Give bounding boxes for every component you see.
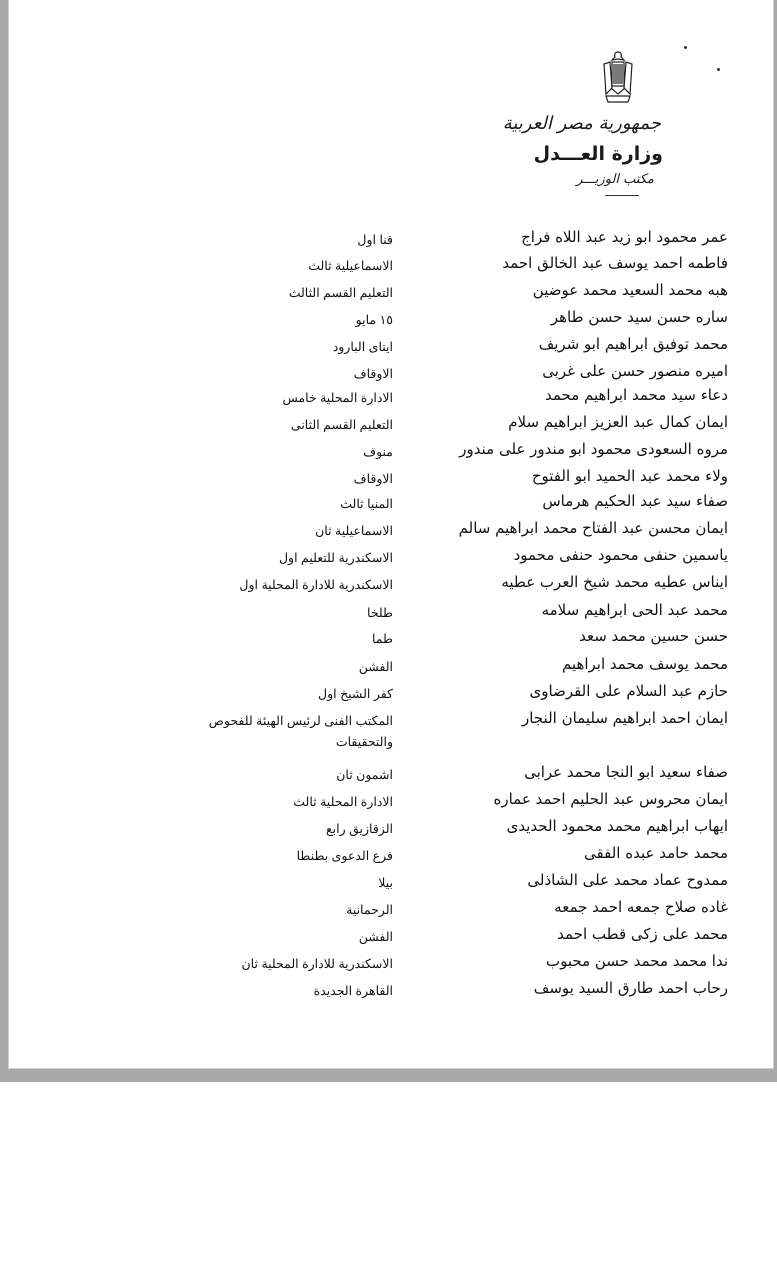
assigned-location: اشمون ثان: [336, 768, 393, 782]
assigned-location: الاسكندرية للادارة المحلية ثان: [241, 957, 393, 971]
person-name: ندا محمد محمد حسن محبوب: [546, 952, 728, 970]
person-name: مروه السعودى محمود ابو مندور على مندور: [459, 440, 728, 458]
person-name: ايناس عطيه محمد شيخ العرب عطيه: [501, 573, 728, 591]
list-row: [0, 492, 777, 516]
list-row: [0, 709, 777, 749]
assigned-location: الاسكندرية للادارة المحلية اول: [239, 578, 393, 592]
person-name: ممدوح عماد محمد على الشاذلى: [527, 871, 728, 889]
person-name: صفاء سعيد ابو النجا محمد عرابى: [524, 763, 728, 781]
assigned-location: الاوقاف: [353, 367, 393, 381]
list-row: [0, 254, 777, 278]
person-name: محمد عبد الحى ابراهيم سلامه: [541, 601, 728, 619]
assigned-location: القاهرة الجديدة: [313, 984, 393, 998]
person-name: محمد حامد عبده الفقى: [584, 844, 728, 862]
person-name: ايمان كمال عبد العزيز ابراهيم سلام: [508, 413, 728, 431]
assigned-location: الاسماعيلية ثان: [315, 524, 393, 538]
assigned-location: المنيا ثالث: [340, 497, 393, 511]
list-row: [0, 682, 777, 706]
list-row: [0, 601, 777, 625]
list-row: [0, 763, 777, 787]
list-row: [0, 519, 777, 543]
assigned-location: الزقازيق رابع: [325, 822, 393, 836]
person-name: ياسمين حنفى محمود حنفى محمود: [513, 546, 728, 564]
person-name: فاطمه احمد يوسف عبد الخالق احمد: [502, 254, 728, 272]
person-name: ساره حسن سيد حسن طاهر: [550, 308, 728, 326]
person-name: محمد يوسف محمد ابراهيم: [561, 655, 728, 673]
list-row: [0, 817, 777, 841]
assigned-location: الاوقاف: [353, 472, 393, 486]
person-name: غاده صلاح جمعه احمد جمعه: [554, 898, 728, 916]
person-name: حازم عبد السلام على القرضاوى: [529, 682, 728, 700]
assigned-location: طما: [372, 632, 393, 646]
person-name: ايمان محسن عبد الفتاح محمد ابراهيم سالم: [458, 519, 728, 537]
list-row: [0, 281, 777, 305]
list-row: [0, 546, 777, 570]
list-row: [0, 844, 777, 868]
list-row: [0, 979, 777, 1003]
list-row: [0, 308, 777, 332]
person-name: صفاء سيد عبد الحكيم هرماس: [542, 492, 728, 510]
person-name: محمد على زكى قطب احمد: [557, 925, 728, 943]
list-row: [0, 871, 777, 895]
header-office: مكتب الوزيـــر: [576, 172, 654, 187]
list-row: [0, 335, 777, 359]
assigned-location: طلخا: [367, 606, 393, 620]
assigned-location: بيلا: [378, 876, 393, 890]
list-row: [0, 898, 777, 922]
list-row: [0, 362, 777, 386]
assigned-location: كفر الشيخ اول: [318, 687, 393, 701]
list-row: [0, 925, 777, 949]
list-row: [0, 413, 777, 437]
assigned-location: الفشن: [358, 660, 393, 674]
list-row: [0, 627, 777, 651]
header-divider: [605, 195, 639, 196]
assigned-location: قنا اول: [357, 233, 393, 247]
header-republic: جمهورية مصر العربية: [502, 113, 661, 134]
assigned-location: التعليم القسم الثالث: [288, 286, 393, 300]
person-name: ايمان احمد ابراهيم سليمان النجار: [522, 709, 728, 727]
assigned-location: فرع الدعوى بطنطا: [296, 849, 393, 863]
header-ministry: وزارة العـــدل: [533, 143, 663, 165]
list-row: [0, 573, 777, 597]
person-name: هبه محمد السعيد محمد عوضين: [532, 281, 728, 299]
speck-mark: [684, 46, 687, 49]
person-name: حسن حسين محمد سعد: [579, 627, 728, 645]
person-name: رحاب احمد طارق السيد يوسف: [533, 979, 728, 997]
assigned-location: التعليم القسم الثانى: [290, 418, 393, 432]
eagle-emblem-icon: [596, 48, 640, 108]
list-row: [0, 228, 777, 252]
assigned-location: الادارة المحلية ثالث: [293, 795, 393, 809]
list-row: [0, 952, 777, 976]
assigned-location: المكتب الفنى لرئيس الهيئة للفحوص والتحقيقات: [208, 714, 393, 749]
list-row: [0, 790, 777, 814]
speck-mark: [717, 68, 720, 71]
list-row: [0, 655, 777, 679]
list-row: [0, 386, 777, 410]
assigned-location: الفشن: [358, 930, 393, 944]
assigned-location: الاسكندرية للتعليم اول: [278, 551, 393, 565]
person-name: ايهاب ابراهيم محمد محمود الحديدى: [506, 817, 728, 835]
assigned-location: الاسماعيلية ثالث: [308, 259, 393, 273]
person-name: اميره منصور حسن على غربى: [542, 362, 728, 380]
person-name: محمد توفيق ابراهيم ابو شريف: [538, 335, 728, 353]
list-row: [0, 467, 777, 491]
person-name: عمر محمود ابو زيد عبد اللاه فراج: [521, 228, 728, 246]
person-name: ايمان محروس عبد الحليم احمد عماره: [493, 790, 728, 808]
assigned-location: منوف: [363, 445, 393, 459]
person-name: دعاء سيد محمد ابراهيم محمد: [544, 386, 728, 404]
person-name: ولاء محمد عبد الحميد ابو الفتوح: [531, 467, 728, 485]
list-row: [0, 440, 777, 464]
assigned-location: الادارة المحلية خامس: [282, 391, 393, 405]
assigned-location: ١٥ مايو: [355, 313, 393, 327]
assigned-location: الرحمانية: [346, 903, 393, 917]
assigned-location: ايتاى البارود: [332, 340, 393, 354]
